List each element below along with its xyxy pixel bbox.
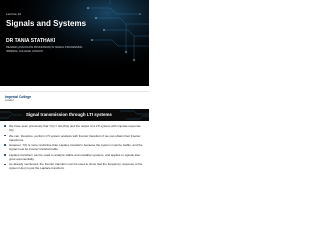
bullet-list bbox=[4, 124, 145, 172]
bullet-item bbox=[4, 143, 145, 151]
lecture-label: Lecture 12 bbox=[6, 12, 22, 16]
logo-band bbox=[0, 92, 149, 109]
bullet-item bbox=[4, 162, 145, 170]
logo-line-2: London bbox=[5, 99, 14, 102]
bullet-text: However, Y(f) is more restrictive than Laplace transform because the system must be stable, and the signal must be Fourier transformable. bbox=[9, 143, 143, 152]
bullet-text: As already mentioned, the Fourier transform can be used to show that the frequency response of the system H(ω) is just the Laplace transform bbox=[9, 162, 143, 171]
imperial-college-logo bbox=[5, 95, 31, 103]
slide-heading: Signal transmission through LTI systems bbox=[26, 112, 112, 117]
presenter-name: DR TANIA STATHAKI bbox=[6, 38, 56, 44]
title-slide bbox=[0, 0, 149, 86]
slide-heading-band bbox=[0, 109, 149, 121]
bullet-dot bbox=[4, 164, 6, 166]
bullet-dot bbox=[4, 135, 6, 137]
presenter-role: READER (ASSOCIATE PROFESSOR) IN SIGNAL PROCESSING bbox=[6, 46, 83, 49]
deck-title: Signals and Systems bbox=[6, 19, 87, 28]
bullet-dot bbox=[4, 144, 6, 146]
bullet-item bbox=[4, 134, 145, 142]
bullet-text: We can, therefore, perform LTI system analysis with Fourier transform if we can obtain their Fourier transforms. bbox=[9, 133, 141, 142]
bullet-text: Laplace transform can be used to analyze stable and unstable systems, and applies to signals that grow exponentially. bbox=[9, 152, 140, 161]
content-slide bbox=[0, 91, 149, 199]
bullet-dot bbox=[4, 154, 6, 156]
bullet-dot bbox=[4, 125, 6, 127]
presenter-institution: IMPERIAL COLLEGE LONDON bbox=[6, 50, 43, 53]
bullet-text: We have seen previously that Y(s) = H(s)X(s) and the output of a LTI system with impulse response h(t). bbox=[9, 124, 141, 132]
bullet-item bbox=[4, 124, 145, 132]
bullet-item bbox=[4, 153, 145, 161]
logo-line-1: Imperial College bbox=[5, 95, 32, 99]
